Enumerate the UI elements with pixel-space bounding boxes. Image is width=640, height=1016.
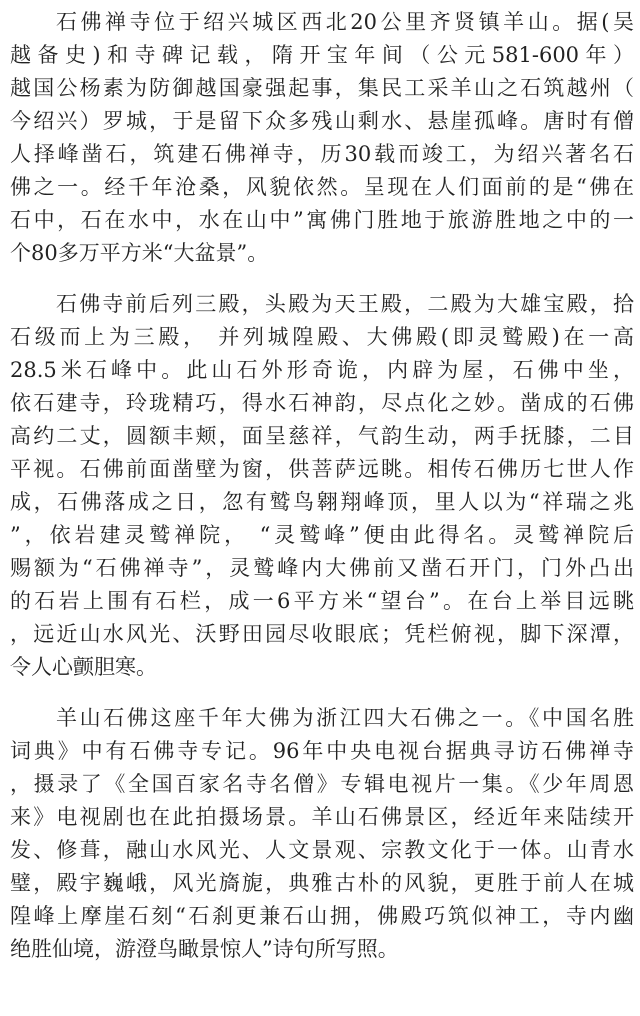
- text-line: 28.5米石峰中。此山石外形奇诡，内辟为屋，石佛中坐，: [10, 358, 634, 382]
- text-line: 词典》中有石佛寺专记。96年中央电视台据典寻访石佛禅寺: [10, 739, 634, 763]
- article-body: [10, 6, 634, 984]
- text-line: 越备史)和寺碑记载，隋开宝年间（公元581-600年）: [10, 43, 634, 67]
- text-line: 高约二丈，圆额丰颊，面呈慈祥，气韵生动，两手抚膝，二目: [10, 424, 634, 448]
- text-line: 发、修葺，融山水风光、人文景观、宗教文化于一体。山青水: [10, 838, 634, 862]
- text-line: 石佛禅寺位于绍兴城区西北20公里齐贤镇羊山。据(吴: [56, 10, 634, 34]
- text-line: 璧，殿宇巍峨，风光旖旎，典雅古朴的风貌，更胜于前人在城: [10, 871, 634, 895]
- text-line: ”，依岩建灵鹫禅院， “灵鹫峰”便由此得名。灵鹫禅院后: [10, 523, 634, 547]
- paragraph-1: [10, 6, 634, 270]
- text-line: 石级而上为三殿， 并列城隍殿、大佛殿(即灵鹫殿)在一高: [10, 325, 634, 349]
- paragraph-3: [10, 702, 634, 966]
- text-line: 的石岩上围有石栏，成一6平方米“望台”。在台上举目远眺: [10, 589, 634, 613]
- text-line: 平视。石佛前面凿壁为窗，供菩萨远眺。相传石佛历七世人作: [10, 457, 634, 481]
- text-line: 佛之一。经千年沧桑，风貌依然。呈现在人们面前的是“佛在: [10, 175, 634, 199]
- text-line: 石佛寺前后列三殿，头殿为天王殿，二殿为大雄宝殿，拾: [56, 292, 634, 316]
- text-line: ，远近山水风光、沃野田园尽收眼底；凭栏俯视，脚下深潭，: [10, 622, 634, 646]
- text-line: 依石建寺，玲珑精巧，得水石神韵，尽点化之妙。凿成的石佛: [10, 391, 634, 415]
- text-line: 人择峰凿石，筑建石佛禅寺，历30载而竣工，为绍兴著名石: [10, 142, 634, 166]
- text-line: ，摄录了《全国百家名寺名僧》专辑电视片一集。《少年周恩: [10, 772, 634, 796]
- text-line: 石中，石在水中，水在山中”寓佛门胜地于旅游胜地之中的一: [10, 208, 634, 232]
- text-line: 绝胜仙境，游澄鸟瞰景惊人”诗句所写照。: [10, 937, 399, 961]
- text-line: 隍峰上摩崖石刻“石刹更兼石山拥，佛殿巧筑似神工，寺内幽: [10, 904, 634, 928]
- text-line: 个80多万平方米“大盆景”。: [10, 241, 269, 265]
- paragraph-2: [10, 288, 634, 684]
- text-line: 来》电视剧也在此拍摄场景。羊山石佛景区，经近年来陆续开: [10, 805, 634, 829]
- text-line: 赐额为“石佛禅寺”，灵鹫峰内大佛前又凿石开门，门外凸出: [10, 556, 634, 580]
- text-line: 羊山石佛这座千年大佛为浙江四大石佛之一。《中国名胜: [56, 706, 634, 730]
- text-line: 今绍兴）罗城，于是留下众多残山剩水、悬崖孤峰。唐时有僧: [10, 109, 634, 133]
- text-line: 成，石佛落成之日，忽有鹫鸟翱翔峰顶，里人以为“祥瑞之兆: [10, 490, 634, 514]
- text-line: 令人心颤胆寒。: [10, 655, 157, 679]
- text-line: 越国公杨素为防御越国豪强起事，集民工采羊山之石筑越州（: [10, 76, 634, 100]
